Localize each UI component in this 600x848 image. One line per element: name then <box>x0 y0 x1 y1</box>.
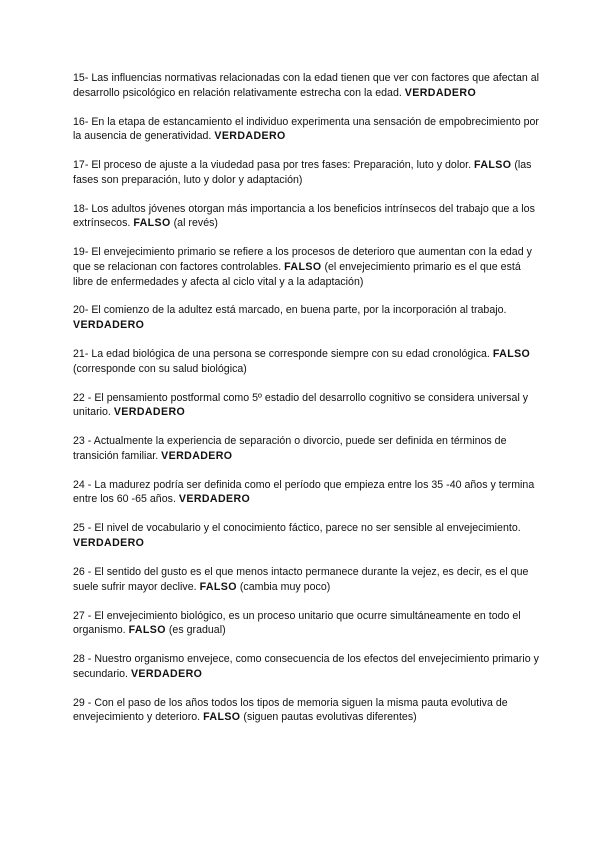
question-item <box>73 303 540 332</box>
question-list <box>73 71 540 725</box>
question-statement: Nuestro organismo envejece, como consecuencia de los efectos del envejecimiento primario y secundario. <box>73 653 539 680</box>
question-item <box>73 391 540 420</box>
question-statement: La madurez podría ser definida como el período que empieza entre los 35 -40 años y termina entre los 60 -65 años. <box>73 478 535 506</box>
question-number: 27 - <box>73 609 92 622</box>
question-item <box>73 434 540 463</box>
answer-label: VERDADERO <box>73 319 145 332</box>
question-statement: Con el paso de los años todos los tipos de memoria siguen la misma pauta evolutiva de envejecimiento y deterioro. <box>73 696 508 724</box>
question-item <box>73 696 540 725</box>
answer-note: (cambia muy poco) <box>239 580 331 593</box>
answer-note: (las fases son preparación, luto y dolor y adaptación) <box>73 159 532 186</box>
question-statement: El sentido del gusto es el que menos intacto permanece durante la vejez, es decir, es el que suele sufrir mayor declive. <box>73 565 529 593</box>
answer-label: VERDADERO <box>73 536 145 549</box>
question-statement: Actualmente la experiencia de separación o divorcio, puede ser definida en términos de transición familiar. <box>73 435 507 462</box>
question-number: 29 - <box>73 696 92 709</box>
question-statement: Las influencias normativas relacionadas con la edad tienen que ver con factores que afectan al desarrollo psicológico en relación relativamente estrecha con la edad. <box>73 72 540 99</box>
answer-label: VERDADERO <box>178 493 251 506</box>
question-number: 21- <box>73 348 89 361</box>
question-number: 25 - <box>73 522 92 535</box>
question-number: 18- <box>73 202 89 215</box>
question-number: 16- <box>73 115 89 128</box>
answer-label: FALSO <box>133 217 171 230</box>
answer-label: VERDADERO <box>113 406 186 419</box>
answer-label: FALSO <box>474 159 512 172</box>
answer-note: (corresponde con su salud biológica) <box>73 362 247 375</box>
answer-label: VERDADERO <box>130 667 203 680</box>
question-item <box>73 652 540 681</box>
question-number: 22 - <box>73 391 92 404</box>
question-statement: El nivel de vocabulario y el conocimiento fáctico, parece no ser sensible al envejecimiento. <box>94 522 521 535</box>
answer-note: (siguen pautas evolutivas diferentes) <box>243 711 417 724</box>
question-statement: El proceso de ajuste a la viudedad pasa por tres fases: Preparación, luto y dolor. <box>91 159 472 172</box>
question-statement: El comienzo de la adultez está marcado, en buena parte, por la incorporación al trabajo. <box>91 304 507 317</box>
question-item <box>73 609 540 638</box>
question-number: 26 - <box>73 565 92 578</box>
question-statement: En la etapa de estancamiento el individuo experimenta una sensación de empobrecimiento por la ausencia de generatividad. <box>73 115 539 143</box>
answer-note: (al revés) <box>173 217 218 230</box>
question-number: 17- <box>73 159 89 172</box>
question-number: 24 - <box>73 478 92 491</box>
question-number: 20- <box>73 304 89 317</box>
answer-note: (es gradual) <box>168 624 226 637</box>
question-number: 19- <box>73 246 89 259</box>
question-item <box>73 478 540 507</box>
question-item <box>73 158 540 187</box>
answer-label: FALSO <box>284 260 322 273</box>
answer-label: FALSO <box>492 348 531 361</box>
question-number: 28 - <box>73 653 92 666</box>
answer-label: VERDADERO <box>161 449 233 462</box>
question-item <box>73 347 540 376</box>
answer-note: (el envejecimiento primario es el que está libre de enfermedades y afecta al ciclo vital y a la adaptación) <box>73 260 521 288</box>
question-item <box>73 202 540 231</box>
question-statement: El pensamiento postformal como 5º estadio del desarrollo cognitivo se considera universal y unitario. <box>73 391 529 419</box>
question-statement: La edad biológica de una persona se corresponde siempre con su edad cronológica. <box>91 348 490 361</box>
question-statement: Los adultos jóvenes otorgan más importancia a los beneficios intrínsecos del trabajo que a los extrínsecos. <box>73 202 535 230</box>
answer-label: FALSO <box>128 624 166 637</box>
question-item <box>73 245 540 289</box>
answer-label: VERDADERO <box>214 130 286 143</box>
question-item <box>73 71 540 100</box>
question-statement: El envejecimiento primario se refiere a los procesos de deterioro que aumentan con la edad y que se relacionan con factores controlables. <box>73 246 532 273</box>
question-item <box>73 565 540 594</box>
question-number: 23 - <box>73 435 92 448</box>
answer-label: FALSO <box>199 580 237 593</box>
question-item <box>73 115 540 144</box>
question-statement: El envejecimiento biológico, es un proceso unitario que ocurre simultáneamente en todo el organismo. <box>73 609 521 637</box>
question-item <box>73 521 540 550</box>
question-number: 15- <box>73 72 89 84</box>
answer-label: FALSO <box>203 711 241 724</box>
answer-label: VERDADERO <box>404 86 477 99</box>
